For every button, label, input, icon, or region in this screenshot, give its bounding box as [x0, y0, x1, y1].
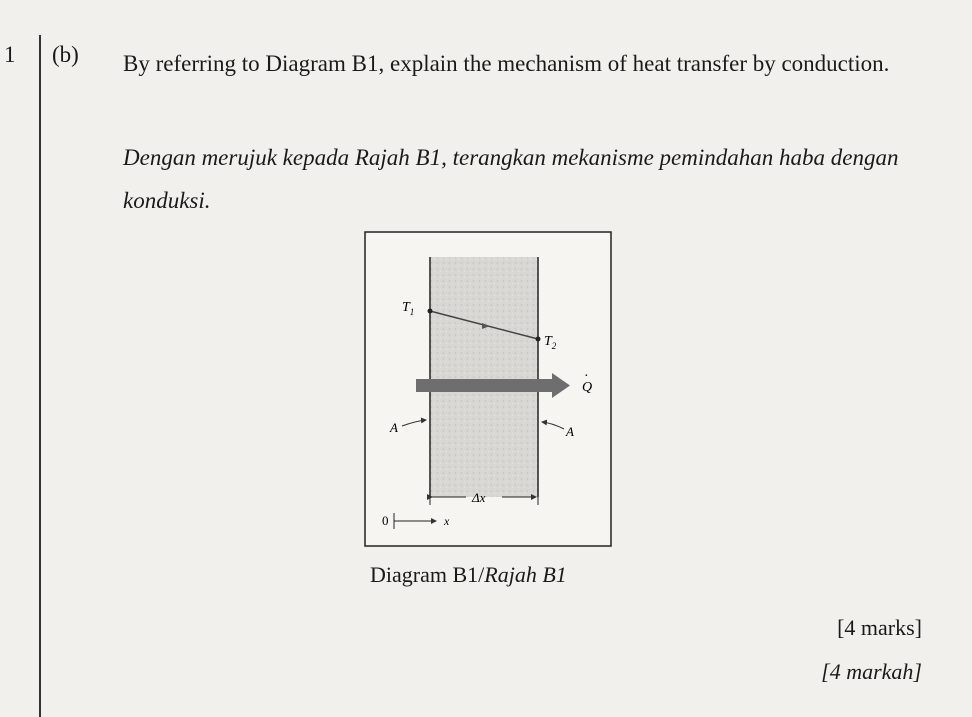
label-q: Q [582, 380, 593, 395]
caption-malay: Rajah B1 [484, 562, 567, 587]
margin-rule [39, 35, 41, 717]
question-text-malay: Dengan merujuk kepada Rajah B1, terangkan mekanisme pemindahan haba dengan konduksi. [123, 145, 899, 213]
t2-point [536, 337, 541, 342]
label-delta-x: Δx [472, 490, 486, 505]
question-text-english: By referring to Diagram B1, explain the mechanism of heat transfer by conduction. [123, 51, 890, 76]
heat-flow-arrow-shaft [416, 379, 554, 392]
label-t1: $T_1$ [402, 300, 415, 317]
question-part: (b) [52, 42, 79, 67]
diagram-caption [370, 562, 567, 588]
wall-slab [430, 257, 538, 497]
marks-english: [4 marks] [837, 615, 922, 640]
diagram-b1 [364, 231, 612, 547]
label-t2: $T_2$ [544, 334, 557, 351]
label-q-dot: · [584, 369, 589, 384]
t1-point [428, 309, 433, 314]
label-area-right: A [566, 424, 574, 439]
question-number: 1 [4, 42, 16, 67]
marks-malay: [4 markah] [821, 659, 922, 684]
label-area-left: A [390, 420, 398, 435]
label-x-axis: x [444, 514, 450, 528]
conduction-diagram [364, 231, 612, 547]
caption-english: Diagram B1/ [370, 562, 485, 587]
label-origin: 0 [382, 513, 389, 528]
